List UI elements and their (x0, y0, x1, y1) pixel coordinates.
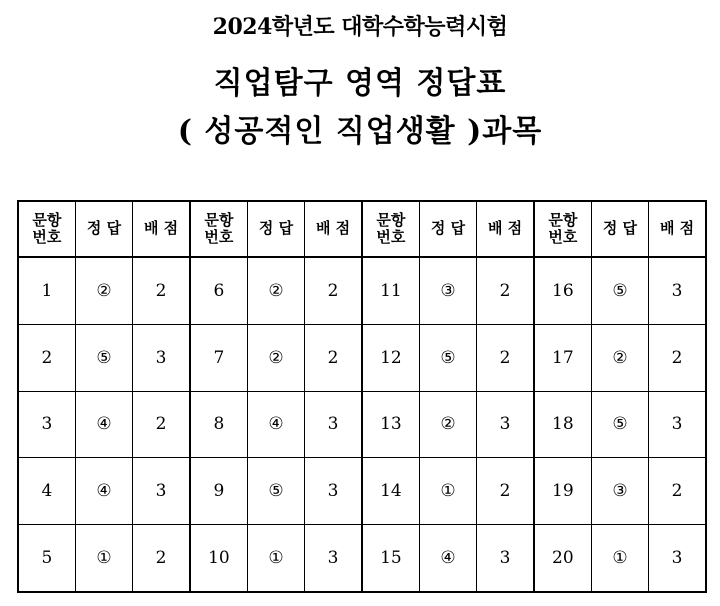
question-number: 15 (362, 524, 419, 592)
question-number: 19 (534, 458, 591, 524)
header-points: 배 점 (477, 201, 534, 257)
header-answer: 정 답 (247, 201, 304, 257)
question-number: 6 (190, 257, 247, 325)
answer-cell: ① (247, 524, 304, 592)
points-cell: 3 (649, 524, 706, 592)
answer-cell: ① (419, 458, 476, 524)
header-question-label-line2: 번호 (376, 228, 406, 246)
question-number: 10 (190, 524, 247, 592)
question-number: 14 (362, 458, 419, 524)
answer-cell: ④ (419, 524, 476, 592)
points-cell: 3 (305, 524, 362, 592)
header-question-number (190, 201, 247, 257)
points-cell: 3 (649, 257, 706, 325)
points-cell: 2 (649, 325, 706, 391)
header-question-label-line2: 번호 (204, 228, 234, 246)
question-number: 5 (18, 524, 75, 592)
header-question-label-line2: 번호 (548, 228, 578, 246)
answer-cell: ② (419, 391, 476, 457)
points-cell: 3 (477, 524, 534, 592)
header-question-label-line1: 문항 (548, 210, 578, 229)
answer-cell: ④ (75, 391, 132, 457)
subject-title: ( 성공적인 직업생활 )과목 (177, 114, 543, 149)
points-cell: 3 (133, 458, 190, 524)
points-cell: 2 (477, 325, 534, 391)
answer-cell: ④ (75, 458, 132, 524)
points-cell: 2 (133, 391, 190, 457)
question-number: 18 (534, 391, 591, 457)
answer-table (17, 200, 707, 593)
question-number: 11 (362, 257, 419, 325)
question-number: 2 (18, 325, 75, 391)
table-row (18, 524, 706, 592)
question-number: 1 (18, 257, 75, 325)
points-cell: 2 (477, 458, 534, 524)
answer-cell: ④ (247, 391, 304, 457)
header-answer: 정 답 (75, 201, 132, 257)
question-number: 16 (534, 257, 591, 325)
header-answer: 정 답 (591, 201, 648, 257)
header-points: 배 점 (133, 201, 190, 257)
answer-cell: ⑤ (591, 391, 648, 457)
question-number: 4 (18, 458, 75, 524)
answer-cell: ② (591, 325, 648, 391)
table-row (18, 458, 706, 524)
points-cell: 2 (133, 257, 190, 325)
answer-cell: ③ (419, 257, 476, 325)
question-number: 9 (190, 458, 247, 524)
question-number: 20 (534, 524, 591, 592)
table-row (18, 325, 706, 391)
points-cell: 3 (133, 325, 190, 391)
answer-cell: ② (247, 325, 304, 391)
answer-cell: ② (247, 257, 304, 325)
answer-cell: ⑤ (247, 458, 304, 524)
exam-title: 2024학년도 대학수학능력시험 (212, 14, 508, 40)
header-question-number (534, 201, 591, 257)
header-row (18, 201, 706, 257)
header-question-label-line1: 문항 (32, 210, 62, 229)
header-question-label-line1: 문항 (376, 210, 406, 229)
question-number: 17 (534, 325, 591, 391)
header-question-number (18, 201, 75, 257)
header-question-label-line1: 문항 (204, 210, 234, 229)
answer-cell: ① (75, 524, 132, 592)
points-cell: 2 (133, 524, 190, 592)
answer-cell: ⑤ (591, 257, 648, 325)
header-points: 배 점 (305, 201, 362, 257)
points-cell: 3 (649, 391, 706, 457)
answer-cell: ⑤ (75, 325, 132, 391)
table-row (18, 257, 706, 325)
answer-cell: ③ (591, 458, 648, 524)
page-title: 직업탐구 영역 정답표 (213, 66, 507, 101)
answer-cell: ① (591, 524, 648, 592)
points-cell: 2 (305, 257, 362, 325)
header-question-number (362, 201, 419, 257)
question-number: 3 (18, 391, 75, 457)
answer-cell: ⑤ (419, 325, 476, 391)
question-number: 12 (362, 325, 419, 391)
points-cell: 2 (305, 325, 362, 391)
points-cell: 2 (649, 458, 706, 524)
header-answer: 정 답 (419, 201, 476, 257)
question-number: 13 (362, 391, 419, 457)
header-points: 배 점 (649, 201, 706, 257)
points-cell: 3 (305, 391, 362, 457)
answer-cell: ② (75, 257, 132, 325)
question-number: 7 (190, 325, 247, 391)
points-cell: 3 (305, 458, 362, 524)
header-question-label-line2: 번호 (32, 228, 62, 246)
points-cell: 3 (477, 391, 534, 457)
question-number: 8 (190, 391, 247, 457)
points-cell: 2 (477, 257, 534, 325)
table-row (18, 391, 706, 457)
